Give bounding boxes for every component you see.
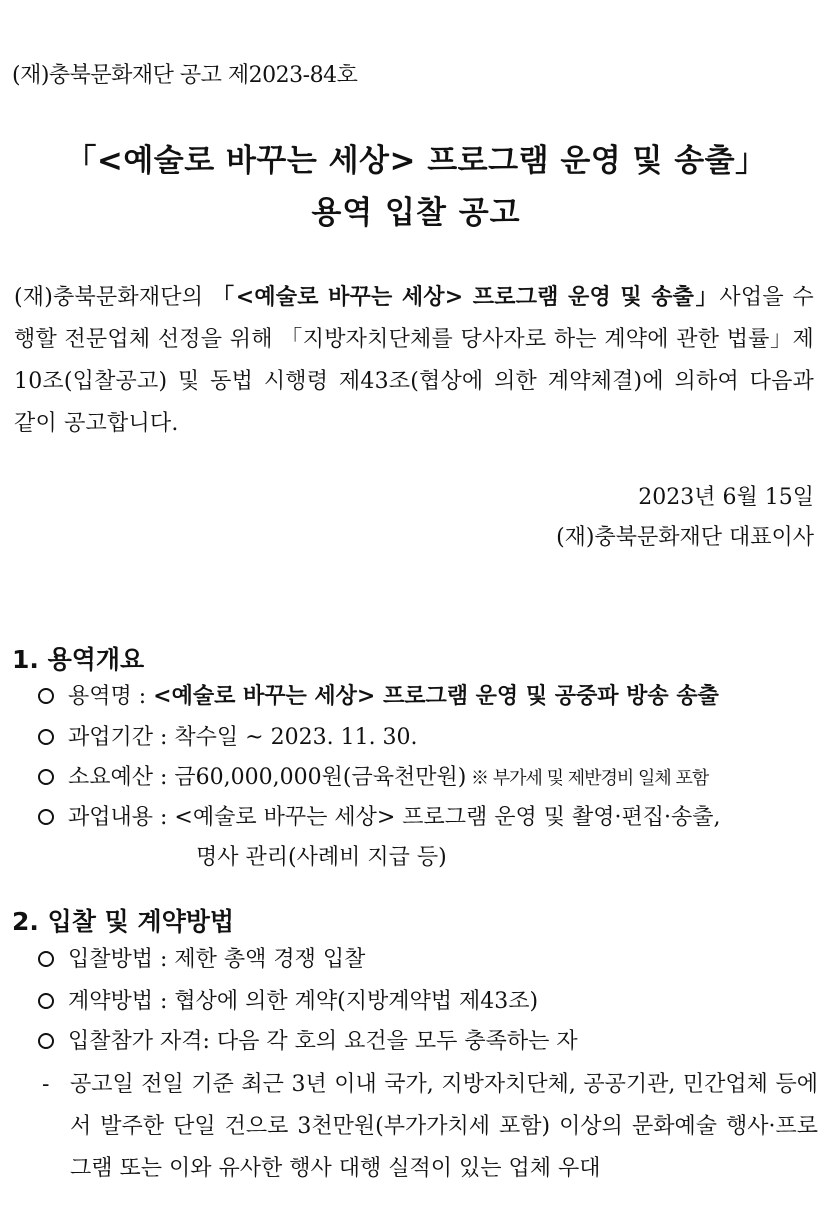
section-heading-overview: 1. 용역개요 xyxy=(12,645,145,674)
issuer-name: (재)충북문화재단 대표이사 xyxy=(556,525,814,550)
item-value: <예술로 바꾸는 세상> 프로그램 운영 및 촬영·편집·송출, xyxy=(174,805,721,830)
item-label: 과업내용 : xyxy=(68,805,175,830)
list-item xyxy=(38,718,818,758)
list-item xyxy=(38,798,818,838)
item-label: 소요예산 : xyxy=(68,765,175,790)
document-title xyxy=(0,138,832,236)
section-heading-bidding: 2. 입찰 및 계약방법 xyxy=(12,907,235,936)
notice-number: (재)충북문화재단 공고 제2023-84호 xyxy=(12,63,358,88)
list-item xyxy=(38,1022,818,1062)
list-item xyxy=(38,676,818,717)
item-note: ※ 부가세 및 제반경비 일체 포함 xyxy=(466,768,709,789)
list-item xyxy=(38,758,818,799)
item-label: 입찰참가 자격: xyxy=(68,1029,217,1054)
item-value: 착수일 ~ 2023. 11. 30. xyxy=(174,725,418,750)
title-line-1: 「<예술로 바꾸는 세상> 프로그램 운영 및 송출」 xyxy=(65,143,767,179)
item-value: 제한 총액 경쟁 입찰 xyxy=(174,947,366,972)
sub-item-text: 공고일 전일 기준 최근 3년 이내 국가, 지방자치단체, 공공기관, 민간업체 등에서 발주한 단일 건으로 3천만원(부가가치세 포함) 이상의 문화예술 행사·프로그램 또는 이와 유사한 행사 대행 실적이 있는 업체 우대 xyxy=(70,1072,818,1181)
circle-bullet-icon xyxy=(38,729,54,745)
circle-bullet-icon xyxy=(38,769,54,785)
item-value-continued: 명사 관리(사례비 지급 등) xyxy=(196,845,447,870)
item-value: 금60,000,000원(금육천만원) xyxy=(174,765,467,790)
item-value: 협상에 의한 계약(지방계약법 제43조) xyxy=(174,989,539,1014)
circle-bullet-icon xyxy=(38,1033,54,1049)
item-value: 다음 각 호의 요건을 모두 충족하는 자 xyxy=(216,1029,578,1054)
list-item xyxy=(38,982,818,1022)
intro-part-1: (재)충북문화재단의 xyxy=(14,285,212,310)
item-label: 과업기간 : xyxy=(68,725,175,750)
circle-bullet-icon xyxy=(38,951,54,967)
item-label: 용역명 : xyxy=(68,684,154,709)
intro-project-name: 「<예술로 바꾸는 세상> 프로그램 운영 및 송출」 xyxy=(211,284,720,310)
item-label: 계약방법 : xyxy=(68,989,175,1014)
circle-bullet-icon xyxy=(38,993,54,1009)
announcement-date: 2023년 6월 15일 xyxy=(638,485,814,510)
list-item xyxy=(38,940,818,980)
intro-paragraph xyxy=(14,276,814,445)
title-line-2: 용역 입찰 공고 xyxy=(311,195,521,231)
dash-bullet: - xyxy=(42,1072,50,1097)
item-label: 입찰방법 : xyxy=(68,947,175,972)
item-value: <예술로 바꾸는 세상> 프로그램 운영 및 공중파 방송 송출 xyxy=(153,683,719,709)
sub-list-item xyxy=(42,1064,818,1190)
circle-bullet-icon xyxy=(38,688,54,704)
circle-bullet-icon xyxy=(38,809,54,825)
intro-part-2: 사업을 수행할 전문업체 선정을 위해 「지방자치단체를 당사자로 하는 계약에 관한 법률」제10조(입찰공고) 및 동법 시행령 제43조(협상에 의한 계약체결)에 의하여 다음과 같이 공고합니다. xyxy=(14,285,814,436)
